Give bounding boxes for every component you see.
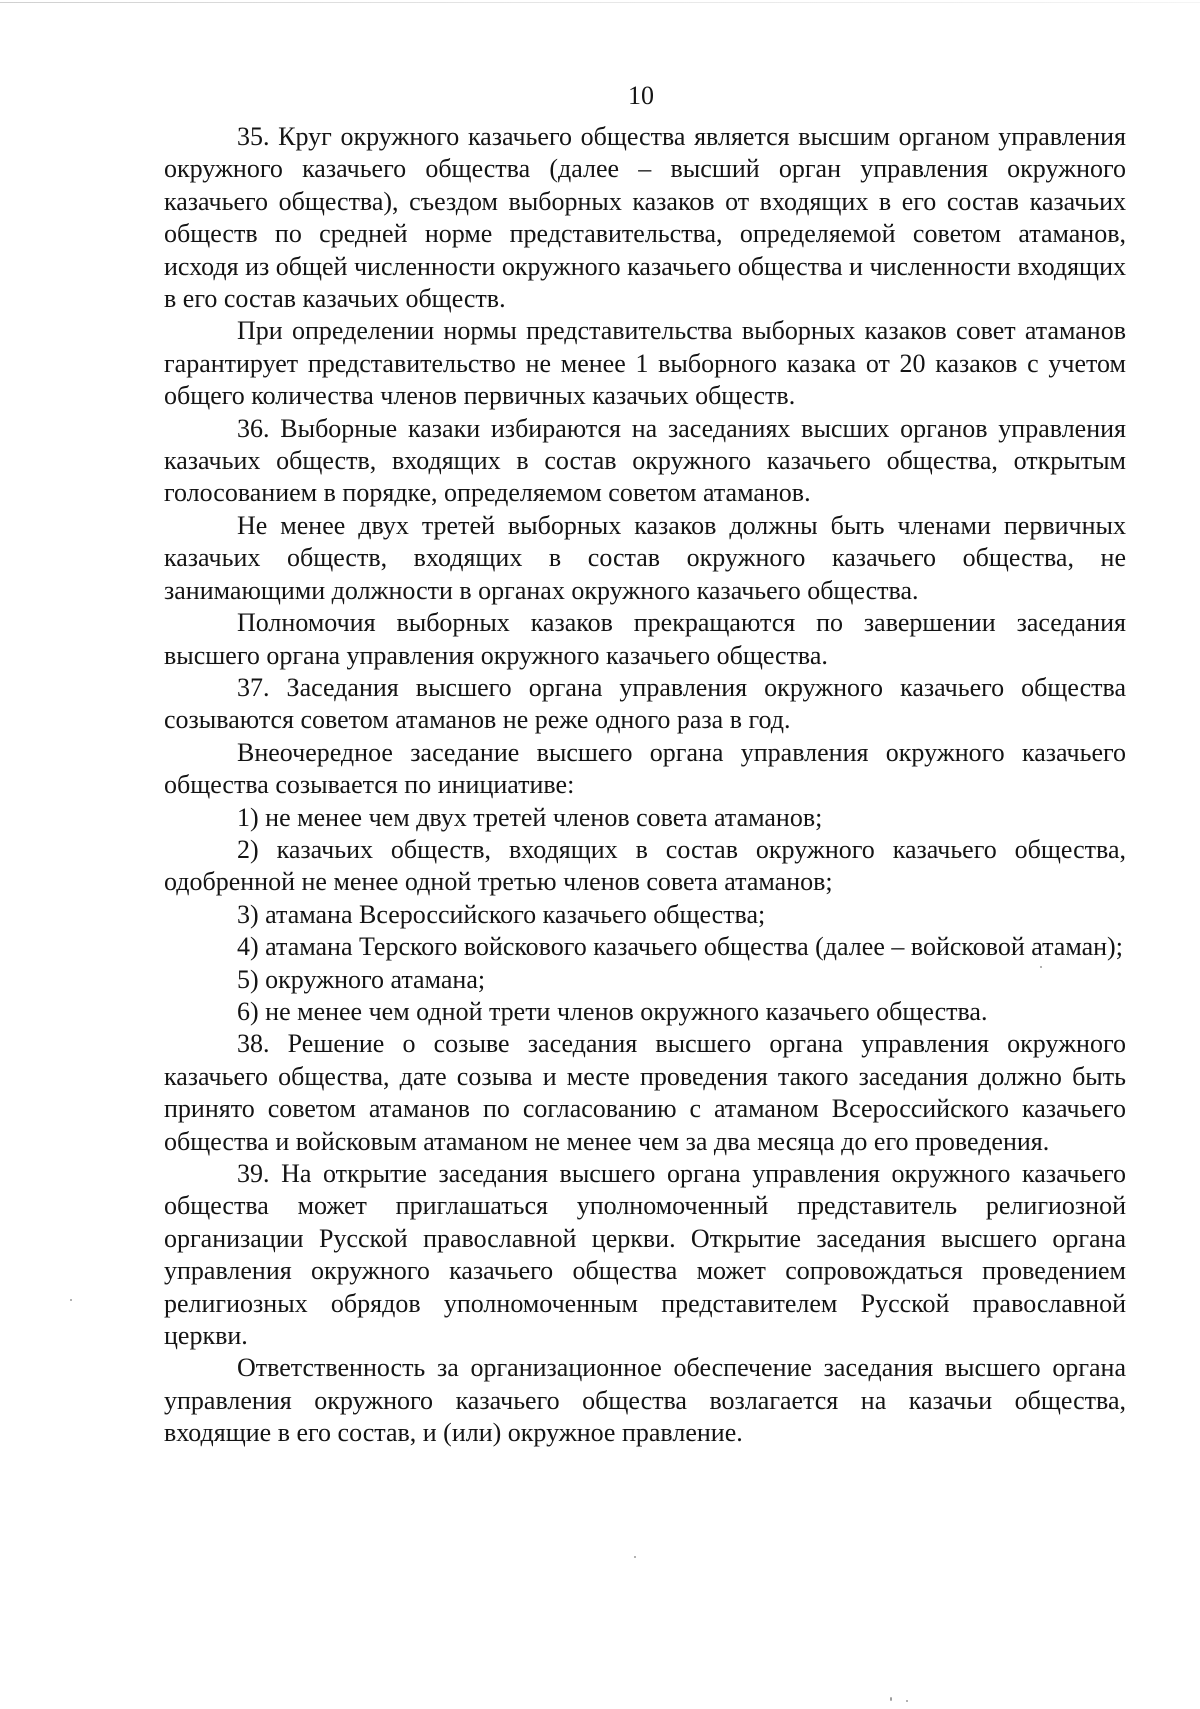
list-item-5: 5) окружного атамана; — [237, 964, 486, 994]
paragraph-35: 35. Круг окружного казачьего общества является высшим органом управления окружного казачьего общества (далее – высший орган управления окружного казачьего общества), съездом выборных казаков от входящих в его состав казачьих обществ по средней норме представительства, определяемой советом атаманов, исходя из общей численности окружного казачьего общества и численности входящих в его состав казачьих обществ. — [164, 122, 1126, 314]
scan-speck — [1040, 966, 1042, 968]
paragraph-representation-norm: При определении нормы представительства выборных казаков совет атаманов гарантирует представительство не менее 1 выборного казака от 20 казаков с учетом общего количества членов первичных казачьих обществ. — [164, 316, 1126, 411]
scan-edge-line — [0, 2, 1200, 3]
list-item-6: 6) не менее чем одной трети членов окружного казачьего общества. — [237, 996, 988, 1026]
page-number: 10 — [628, 81, 654, 110]
paragraph-39: 39. На открытие заседания высшего органа управления окружного казачьего общества может приглашаться уполномоченный представитель религиозной организации Русской православной церкви. Открытие заседания высшего органа управления окружного казачьего общества может сопровождаться проведением религиозных обрядов уполномоченным представителем Русской православной церкви. — [164, 1159, 1126, 1351]
scan-speck — [634, 1556, 636, 1558]
list-item-3: 3) атамана Всероссийского казачьего общества; — [237, 899, 766, 929]
paragraph-powers-termination: Полномочия выборных казаков прекращаются по завершении заседания высшего органа управления окружного казачьего общества. — [164, 608, 1126, 670]
list-item-2: 2) казачьих обществ, входящих в состав окружного казачьего общества, одобренной не менее одной третью членов совета атаманов; — [164, 834, 1126, 897]
document-body — [164, 121, 1126, 1450]
paragraph-38: 38. Решение о созыве заседания высшего органа управления окружного казачьего общества, дате созыва и месте проведения такого заседания должно быть принято советом атаманов по согласованию с атаманом Всероссийского казачьего общества и войсковым атаманом не менее чем за два месяца до его проведения. — [164, 1029, 1126, 1156]
list-item-4: 4) атамана Терского войскового казачьего общества (далее – войсковой атаман); — [237, 932, 1123, 962]
list-item-1: 1) не менее чем двух третей членов совета атаманов; — [237, 802, 823, 832]
paragraph-36: 36. Выборные казаки избираются на заседаниях высших органов управления казачьих обществ, входящих в состав окружного казачьего общества, открытым голосованием в порядке, определяемом советом атаманов. — [164, 413, 1126, 508]
paragraph-two-thirds-members: Не менее двух третей выборных казаков должны быть членами первичных казачьих обществ, входящих в состав окружного казачьего общества, не занимающими должности в органах окружного казачьего общества. — [164, 510, 1126, 605]
scan-speck — [890, 1697, 892, 1701]
paragraph-extraordinary-session: Внеочередное заседание высшего органа управления окружного казачьего общества созывается по инициативе: — [164, 737, 1126, 800]
scan-speck — [906, 1700, 908, 1702]
scan-speck — [70, 1299, 72, 1301]
paragraph-responsibility: Ответственность за организационное обеспечение заседания высшего органа управления окружного казачьего общества возлагается на казачьи общества, входящие в его состав, и (или) окружное правление. — [164, 1353, 1126, 1448]
paragraph-37: 37. Заседания высшего органа управления окружного казачьего общества созываются советом атаманов не реже одного раза в год. — [164, 672, 1126, 735]
